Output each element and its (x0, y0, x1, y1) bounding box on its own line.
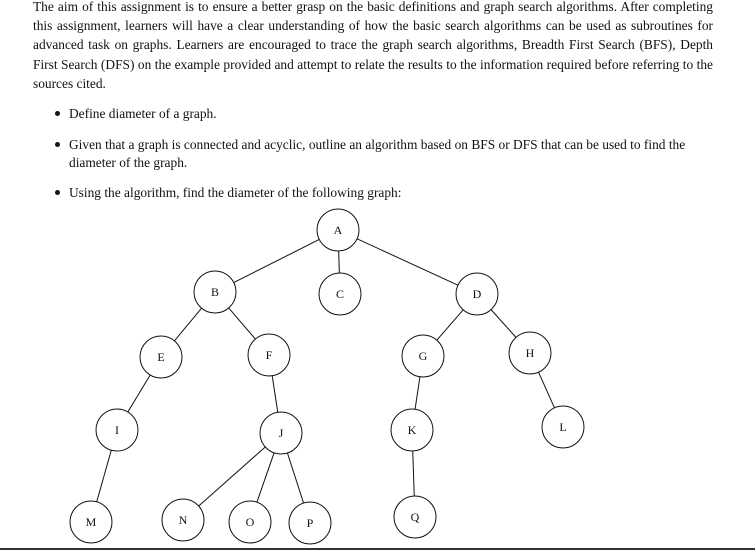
edge-d-h (491, 310, 516, 338)
node-label: H (525, 346, 535, 360)
node-label: I (115, 423, 119, 437)
node-label: A (333, 223, 343, 237)
intro-paragraph: The aim of this assignment is to ensure a better grasp on the basic definitions and graph search algorithms. After completing this assignment, learners will have a clear understanding of how the basic search algorithms can be used as subroutines for advanced task on graphs. Learners are encouraged to trace the graph search algorithms, Breadth First Search (BFS), Depth First Search (DFS) on the example provided and attempt to relate the results to the information required before referring to the sources cited. (33, 0, 713, 91)
node-a (317, 209, 359, 251)
node-m (70, 501, 112, 543)
bullet-text: Using the algorithm, find the diameter of the following graph: (69, 185, 402, 200)
edge-h-l (539, 372, 555, 408)
bullet-text: Define diameter of a graph. (69, 106, 217, 121)
node-b (194, 271, 236, 313)
node-label: O (245, 515, 255, 529)
node-l (542, 406, 584, 448)
node-label: F (265, 348, 273, 362)
node-label: B (210, 285, 220, 299)
edge-j-n (199, 447, 266, 506)
edge-a-d (357, 239, 458, 285)
node-label: P (306, 516, 314, 530)
edge-j-p (287, 453, 303, 503)
node-c (319, 273, 361, 315)
edge-b-f (229, 308, 256, 339)
edge-k-q (413, 451, 415, 496)
node-h (509, 332, 551, 374)
graph-nodes (70, 209, 584, 544)
node-label: M (85, 515, 97, 529)
node-label: C (335, 287, 345, 301)
node-q (394, 496, 436, 538)
node-j (260, 412, 302, 454)
edge-i-m (97, 450, 112, 502)
node-i (96, 409, 138, 451)
node-label: E (157, 350, 165, 364)
node-n (162, 499, 204, 541)
node-p (289, 502, 331, 544)
node-label: N (178, 513, 188, 527)
node-f (248, 334, 290, 376)
node-label: Q (410, 510, 420, 524)
node-label: D (472, 287, 482, 301)
edge-g-k (415, 377, 420, 409)
node-e (140, 336, 182, 378)
edge-f-j (272, 376, 278, 412)
node-label: G (418, 349, 428, 363)
bullet-text: Given that a graph is connected and acyclic, outline an algorithm based on BFS or DFS that can be used to find the diameter of the graph. (69, 137, 686, 170)
node-label: L (559, 420, 567, 434)
edge-d-g (437, 310, 463, 340)
node-g (402, 335, 444, 377)
edge-e-i (128, 375, 150, 412)
node-label: K (407, 423, 417, 437)
node-label: J (278, 426, 284, 440)
edge-a-b (234, 239, 319, 282)
edge-j-o (257, 453, 274, 502)
node-o (229, 501, 271, 543)
edge-b-e (174, 308, 201, 341)
node-k (391, 409, 433, 451)
node-d (456, 273, 498, 315)
edge-a-c (339, 251, 340, 273)
page-bottom-border (0, 548, 755, 550)
